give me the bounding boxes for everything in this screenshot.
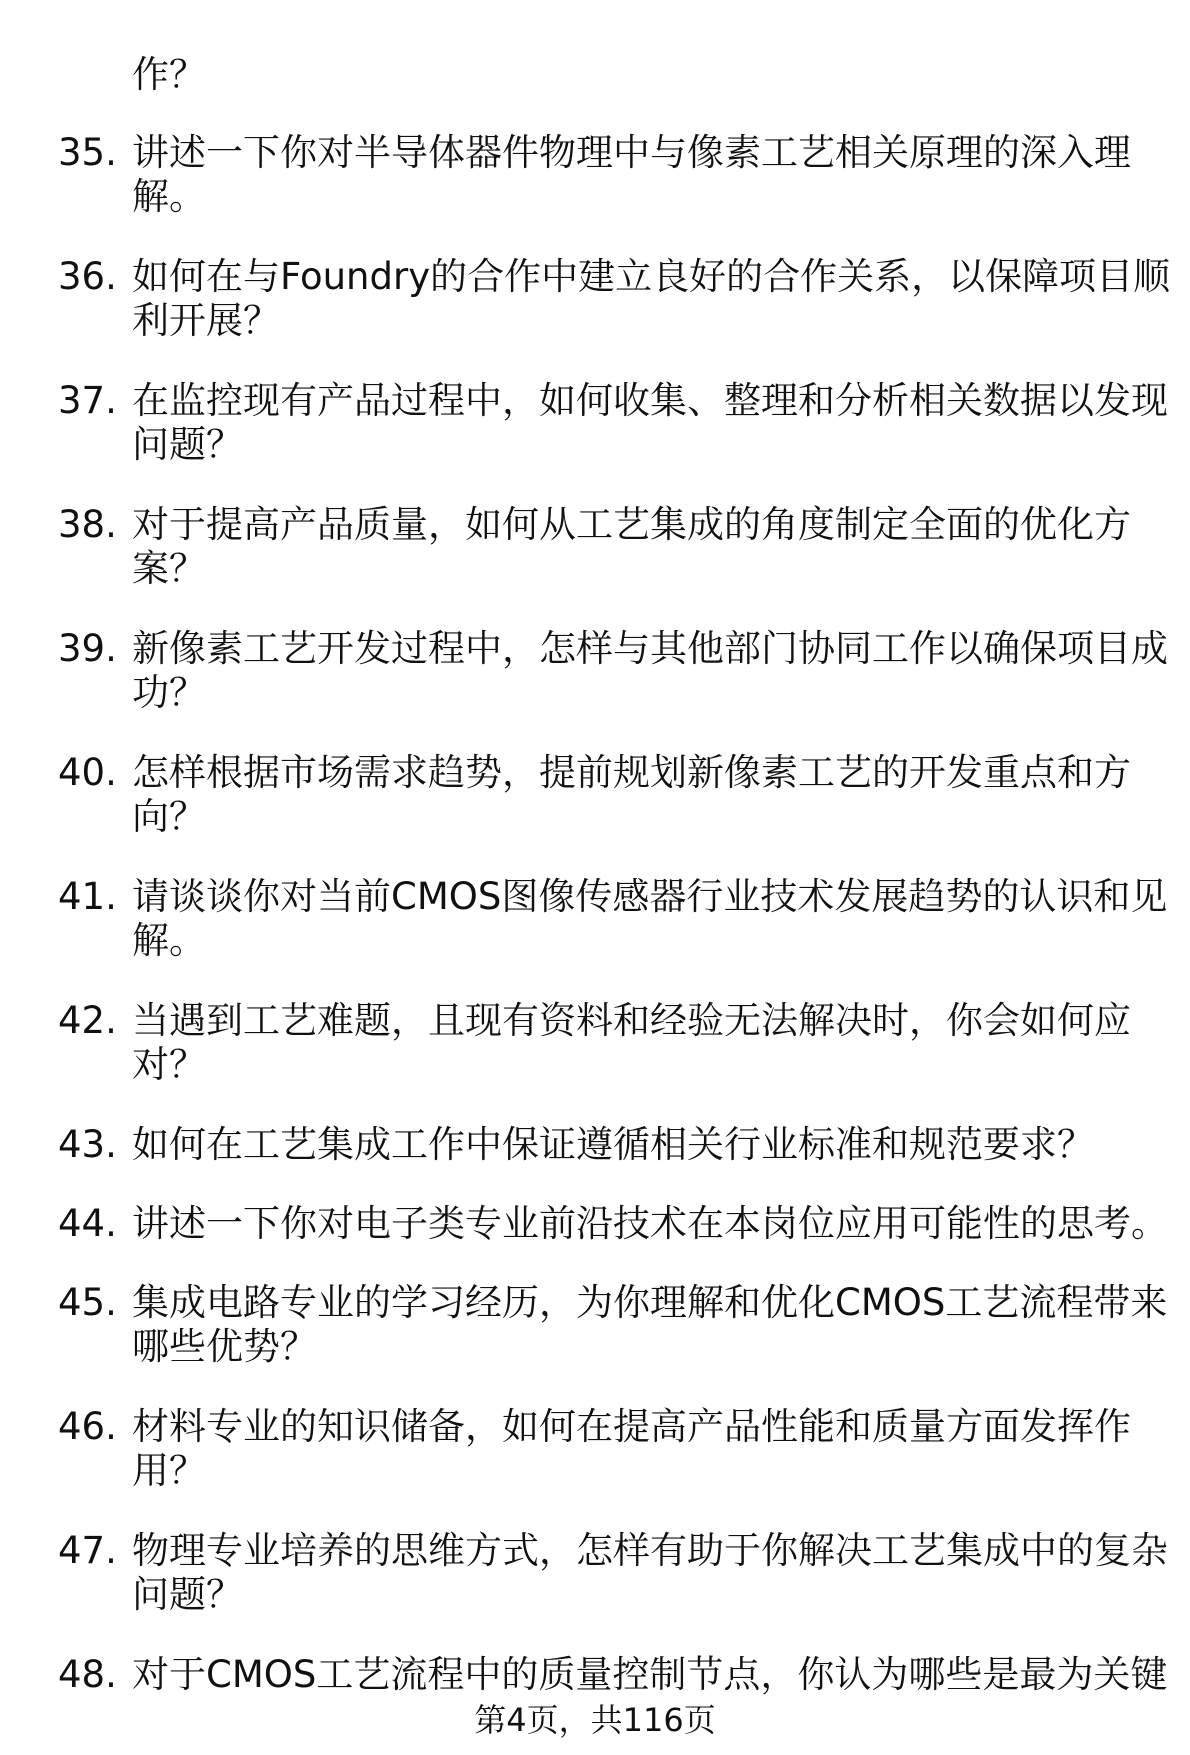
question-text-line: 解。 (132, 175, 206, 218)
question-text-line: 当遇到工艺难题，且现有资料和经验无法解决时，你会如何应 (132, 999, 1131, 1042)
question-number: 44. (58, 1202, 117, 1245)
question-item (58, 1123, 1158, 1202)
question-number: 38. (58, 503, 117, 546)
question-number: 36. (58, 255, 117, 298)
question-text-line: 材料专业的知识储备，如何在提高产品性能和质量方面发挥作 (132, 1405, 1131, 1448)
question-text-line: 解。 (132, 919, 206, 962)
question-number: 45. (58, 1281, 117, 1324)
question-item (58, 503, 1158, 627)
question-text-line: 讲述一下你对半导体器件物理中与像素工艺相关原理的深入理 (132, 131, 1131, 174)
question-text-line: 对于CMOS工艺流程中的质量控制节点，你认为哪些是最为关键 (132, 1653, 1168, 1696)
question-text-line: 在监控现有产品过程中，如何收集、整理和分析相关数据以发现 (132, 379, 1168, 422)
question-text (132, 1405, 1190, 1493)
continuation-text: 作？ (132, 53, 206, 96)
question-item (58, 255, 1171, 379)
question-text (132, 627, 1190, 715)
question-number: 40. (58, 751, 117, 794)
question-item (58, 875, 1168, 999)
question-text (132, 1202, 1190, 1246)
question-text (132, 751, 1190, 839)
question-text (132, 1281, 1190, 1369)
question-text-line: 怎样根据市场需求趋势，提前规划新像素工艺的开发重点和方 (132, 751, 1131, 794)
question-text (132, 1123, 1190, 1167)
question-number: 46. (58, 1405, 117, 1448)
question-number: 41. (58, 875, 117, 918)
question-number: 39. (58, 627, 117, 670)
question-text-line: 新像素工艺开发过程中，怎样与其他部门协同工作以确保项目成 (132, 627, 1168, 670)
question-number: 42. (58, 999, 117, 1042)
question-text-line: 问题？ (132, 423, 243, 466)
question-text-line: 向？ (132, 795, 206, 838)
question-text-line: 哪些优势？ (132, 1325, 317, 1368)
question-list (58, 131, 1171, 1732)
question-text-line: 问题？ (132, 1573, 243, 1616)
question-text-line: 如何在工艺集成工作中保证遵循相关行业标准和规范要求？ (132, 1123, 1094, 1166)
question-text-line: 如何在与Foundry的合作中建立良好的合作关系，以保障项目顺 (132, 255, 1171, 298)
question-text (132, 131, 1190, 219)
question-number: 47. (58, 1529, 117, 1572)
question-text-line: 请谈谈你对当前CMOS图像传感器行业技术发展趋势的认识和见 (132, 875, 1168, 918)
question-text-line: 案？ (132, 547, 206, 590)
question-number: 43. (58, 1123, 117, 1166)
question-text (132, 999, 1190, 1087)
question-text-line: 讲述一下你对电子类专业前沿技术在本岗位应用可能性的思考。 (132, 1202, 1168, 1245)
question-number: 35. (58, 131, 117, 174)
question-text-line: 对于提高产品质量，如何从工艺集成的角度制定全面的优化方 (132, 503, 1131, 546)
question-item (58, 1405, 1158, 1529)
question-item (58, 751, 1158, 875)
question-text (132, 503, 1190, 591)
question-text-line: 利开展？ (132, 299, 280, 342)
page-footer: 第4页，共116页 (474, 1701, 716, 1739)
question-item (58, 999, 1158, 1123)
question-item (58, 627, 1168, 751)
question-text-line: 物理专业培养的思维方式，怎样有助于你解决工艺集成中的复杂 (132, 1529, 1168, 1572)
question-text-line: 集成电路专业的学习经历，为你理解和优化CMOS工艺流程带来 (132, 1281, 1168, 1324)
question-number: 48. (58, 1653, 117, 1696)
question-item (58, 1281, 1168, 1405)
question-item (58, 1202, 1168, 1281)
question-item (58, 1529, 1168, 1653)
question-number: 37. (58, 379, 117, 422)
question-text-line: 对？ (132, 1043, 206, 1086)
question-text (132, 875, 1190, 963)
question-text-line: 用？ (132, 1449, 206, 1492)
question-text (132, 255, 1190, 343)
question-text (132, 379, 1190, 467)
question-text (132, 1653, 1190, 1697)
question-text-line: 功？ (132, 671, 206, 714)
question-item (58, 379, 1168, 503)
question-text (132, 1529, 1190, 1617)
question-item (58, 131, 1158, 255)
